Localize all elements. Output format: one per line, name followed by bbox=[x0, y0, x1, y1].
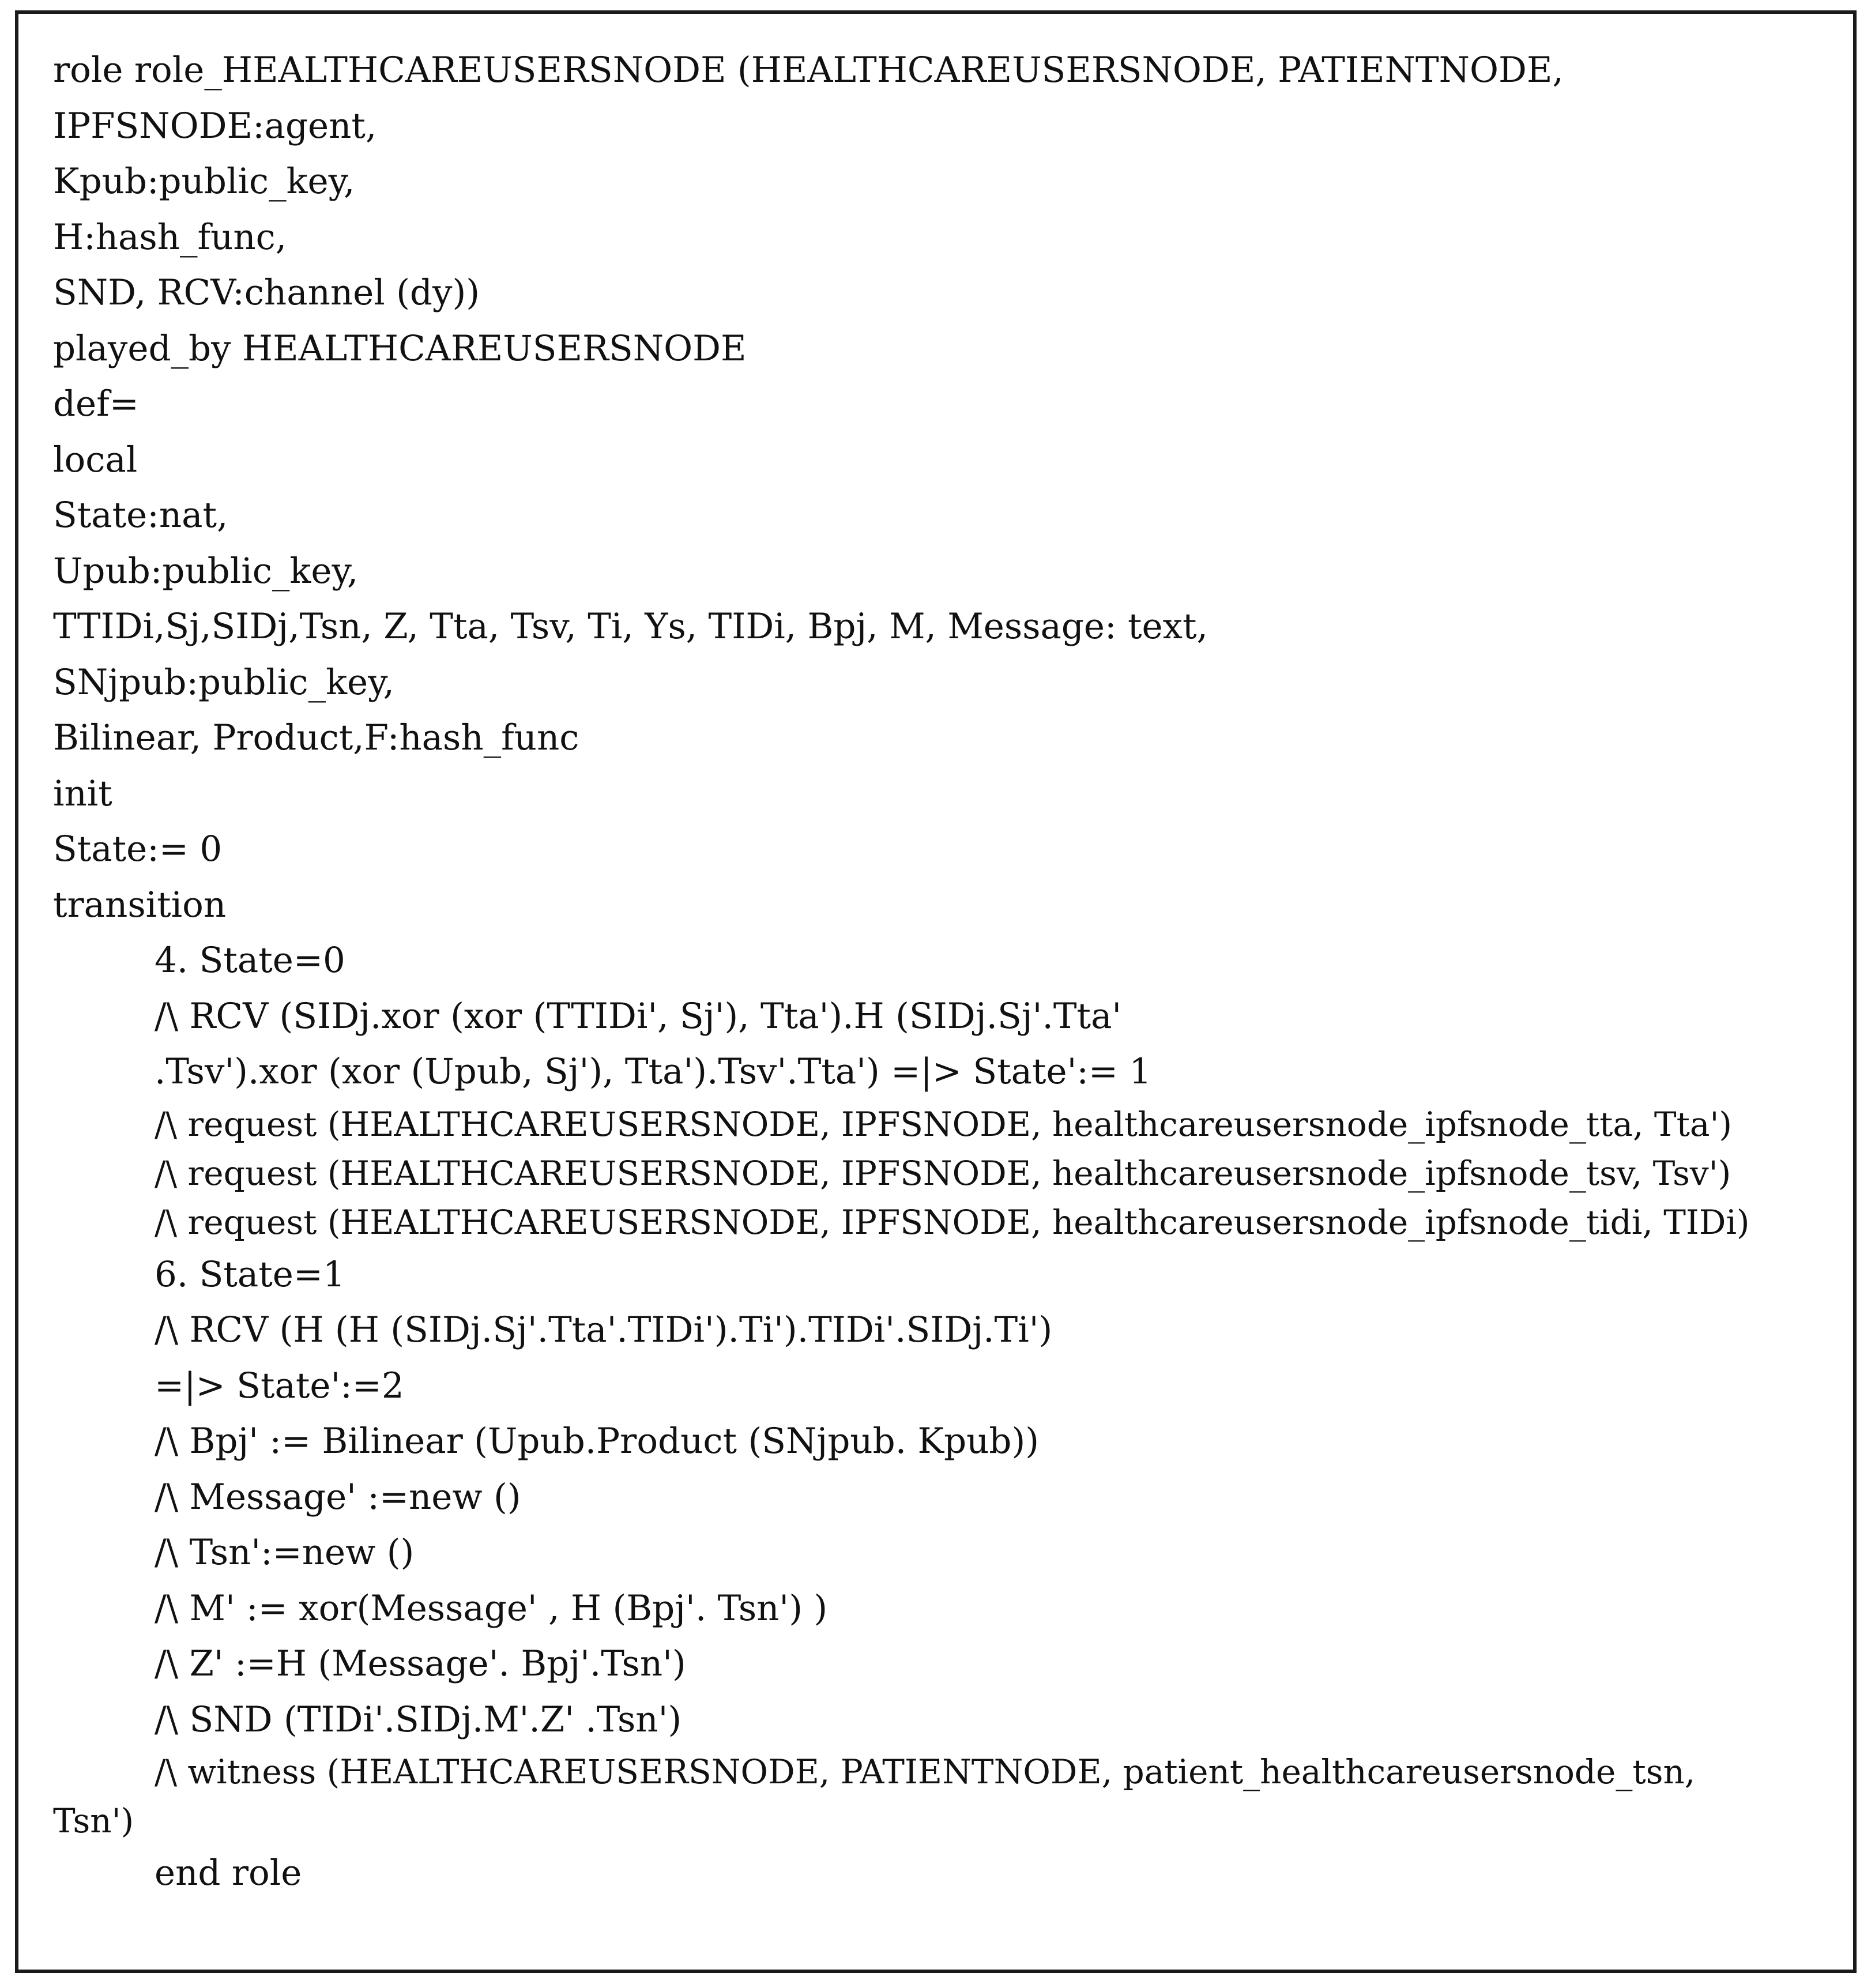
code-line: local bbox=[53, 439, 138, 480]
code-line: 6. State=1 bbox=[155, 1253, 345, 1295]
code-line: =|> State':=2 bbox=[155, 1365, 404, 1406]
code-line: Kpub:public_key, bbox=[53, 161, 355, 202]
code-line: init bbox=[53, 773, 112, 814]
code-line: SND, RCV:channel (dy)) bbox=[53, 272, 480, 313]
code-line: /\ request (HEALTHCAREUSERSNODE, IPFSNODE, healthcareusersnode_ipfsnode_tsv, Tsv') bbox=[155, 1153, 1731, 1193]
code-line: role role_HEALTHCAREUSERSNODE (HEALTHCAREUSERSNODE, PATIENTNODE, bbox=[53, 50, 1564, 91]
code-line: /\ Message' :=new () bbox=[155, 1476, 521, 1518]
code-frame bbox=[15, 10, 1857, 1973]
hlpsl-code-block bbox=[53, 43, 1830, 1902]
code-line: transition bbox=[53, 884, 227, 925]
code-line: played_by HEALTHCAREUSERSNODE bbox=[53, 327, 747, 369]
code-line: /\ Tsn':=new () bbox=[155, 1532, 415, 1573]
code-line: /\ Z' :=H (Message'. Bpj'.Tsn') bbox=[155, 1643, 686, 1684]
code-line: /\ witness (HEALTHCAREUSERSNODE, PATIENTNODE, patient_healthcareusersnode_tsn, bbox=[155, 1752, 1696, 1791]
code-line: /\ request (HEALTHCAREUSERSNODE, IPFSNODE, healthcareusersnode_ipfsnode_tidi, TIDi) bbox=[155, 1202, 1750, 1242]
code-line: .Tsv').xor (xor (Upub, Sj'), Tta').Tsv'.Tta') =|> State':= 1 bbox=[155, 1051, 1152, 1092]
code-line: H:hash_func, bbox=[53, 216, 287, 258]
code-line: IPFSNODE:agent, bbox=[53, 105, 377, 146]
code-line: 4. State=0 bbox=[155, 940, 345, 981]
code-line: /\ request (HEALTHCAREUSERSNODE, IPFSNODE, healthcareusersnode_ipfsnode_tta, Tta') bbox=[155, 1104, 1733, 1144]
code-line: end role bbox=[155, 1853, 302, 1893]
code-line: def= bbox=[53, 383, 139, 424]
code-line: State:= 0 bbox=[53, 829, 223, 869]
code-line: /\ Bpj' := Bilinear (Upub.Product (SNjpub. Kpub)) bbox=[155, 1421, 1040, 1462]
code-line: /\ RCV (H (H (SIDj.Sj'.Tta'.TIDi').Ti').TIDi'.SIDj.Ti') bbox=[155, 1309, 1053, 1350]
code-line: Bilinear, Product,F:hash_func bbox=[53, 717, 579, 758]
code-line: /\ RCV (SIDj.xor (xor (TTIDi', Sj'), Tta').H (SIDj.Sj'.Tta' bbox=[155, 995, 1122, 1037]
code-line: Upub:public_key, bbox=[53, 550, 359, 592]
code-line: State:nat, bbox=[53, 495, 228, 536]
code-line: Tsn') bbox=[53, 1801, 134, 1840]
code-line: TTIDi,Sj,SIDj,Tsn, Z, Tta, Tsv, Ti, Ys, TIDi, Bpj, M, Message: text, bbox=[53, 606, 1208, 647]
code-line: SNjpub:public_key, bbox=[53, 661, 394, 703]
code-line: /\ M' := xor(Message' , H (Bpj'. Tsn') ) bbox=[155, 1587, 828, 1629]
code-line: /\ SND (TIDi'.SIDj.M'.Z' .Tsn') bbox=[155, 1699, 682, 1740]
